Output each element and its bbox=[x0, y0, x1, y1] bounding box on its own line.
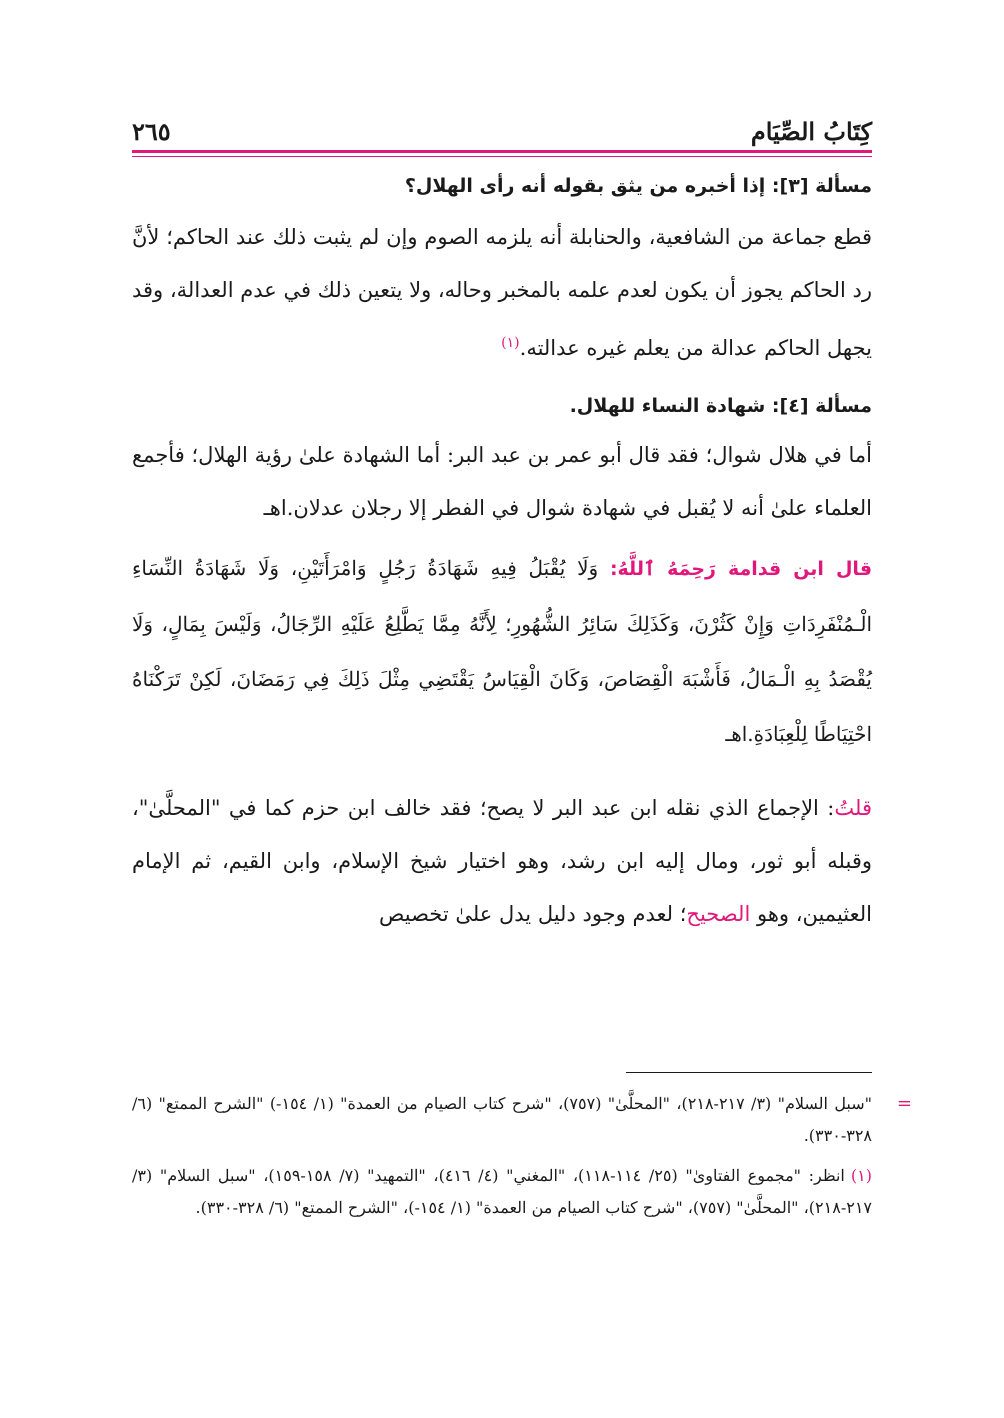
page bbox=[132, 110, 912, 1217]
issue-3-body bbox=[132, 211, 872, 375]
ibn-qudama-quote bbox=[132, 541, 872, 762]
issue-3-text: قطع جماعة من الشافعية، والحنابلة أنه يلزمه الصوم وإن لم يثبت ذلك عند الحاكم؛ لأنَّ رد الحاكم يجوز أن يكون لعدم علمه بالمخبر وحاله، ولا يتعين ذلك في عدم العدالة، وقد يجهل الحاكم عدالة من يعلم غيره عدالته. bbox=[132, 225, 872, 360]
footnote-1 bbox=[132, 1160, 872, 1224]
quote-text: وَلَا يُقْبَلُ فِيهِ شَهَادَةُ رَجُلٍ وَامْرَأَتَيْنِ، وَلَا شَهَادَةُ النِّسَاءِ الْـمُنْفَرِدَاتِ وَإِنْ كَثُرْنَ، وَكَذَلِكَ سَائِرُ الشُّهُورِ؛ لِأَنَّهُ مِمَّا يَطَّلِعُ عَلَيْهِ الرِّجَالُ، وَلَيْسَ بِمَالٍ، وَلَا يُقْصَدُ بِهِ الْـمَالُ، فَأَشْبَهَ الْقِصَاصَ، وَكَانَ الْقِيَاسُ يَقْتَضِي مِثْلَ ذَلِكَ فِي رَمَضَانَ، لَكِنْ تَرَكْنَاهُ احْتِيَاطًا لِلْعِبَادَةِ.اهـ bbox=[132, 556, 872, 746]
footnotes bbox=[132, 1088, 912, 1232]
footnote-1-text: انظر: "مجموع الفتاوىٰ" (٢٥/ ١١٤-١١٨)، "المغني" (٤/ ٤١٦)، "التمهيد" (٧/ ١٥٨-١٥٩)، "سبل السلام" (٣/ ٢١٧-٢١٨)، "المحلَّىٰ" (٧٥٧)، "شرح كتاب الصيام من العمدة" (١/ ١٥٤-)، "الشرح الممتع" (٦/ ٣٢٨-٣٣٠). bbox=[132, 1166, 872, 1217]
footnote-separator bbox=[626, 1072, 872, 1073]
issue-4-heading: مسألة [٤]: شهادة النساء للهلال. bbox=[569, 395, 872, 417]
footnote-1-marker: (١) bbox=[850, 1166, 872, 1185]
quote-speaker: قال ابن قدامة رَحِمَهُ ٱللَّهُ: bbox=[609, 558, 873, 580]
page-header bbox=[132, 110, 872, 146]
header-rule-thick bbox=[132, 150, 872, 153]
comment-highlight: الصحيح bbox=[686, 902, 751, 926]
footnote-ref-1[interactable]: (١) bbox=[501, 335, 520, 351]
issue-3-heading: مسألة [٣]: إذا أخبره من يثق بقوله أنه رأى الهلال؟ bbox=[404, 175, 872, 197]
page-number: ٢٦٥ bbox=[132, 117, 171, 146]
footnote-continuation-marker: = bbox=[896, 1093, 912, 1114]
qult-label: قلتُ bbox=[834, 796, 872, 820]
footnote-continuation: "سبل السلام" (٣/ ٢١٧-٢١٨)، "المحلَّىٰ" (٧٥٧)، "شرح كتاب الصيام من العمدة" (١/ ١٥٤-) "الشرح الممتع" (٦/ ٣٢٨-٣٣٠). bbox=[132, 1094, 873, 1145]
author-comment bbox=[132, 782, 872, 941]
comment-part-2: ؛ لعدم وجود دليل يدل علىٰ تخصيص bbox=[379, 902, 687, 926]
issue-4-body: أما في هلال شوال؛ فقد قال أبو عمر بن عبد البر: أما الشهادة علىٰ رؤية الهلال؛ فأجمع العلماء علىٰ أنه لا يُقبل في شهادة شوال في الفطر إلا رجلان عدلان.اهـ bbox=[132, 443, 872, 520]
book-title: كِتَابُ الصِّيَام bbox=[750, 117, 872, 146]
comment-part-1: : الإجماع الذي نقله ابن عبد البر لا يصح؛ فقد خالف ابن حزم كما في "المحلَّىٰ"، وقبله أبو ثور، ومال إليه ابن رشد، وهو اختيار شيخ الإسلام، وابن القيم، ثم الإمام العثيمين، وهو bbox=[132, 796, 872, 926]
